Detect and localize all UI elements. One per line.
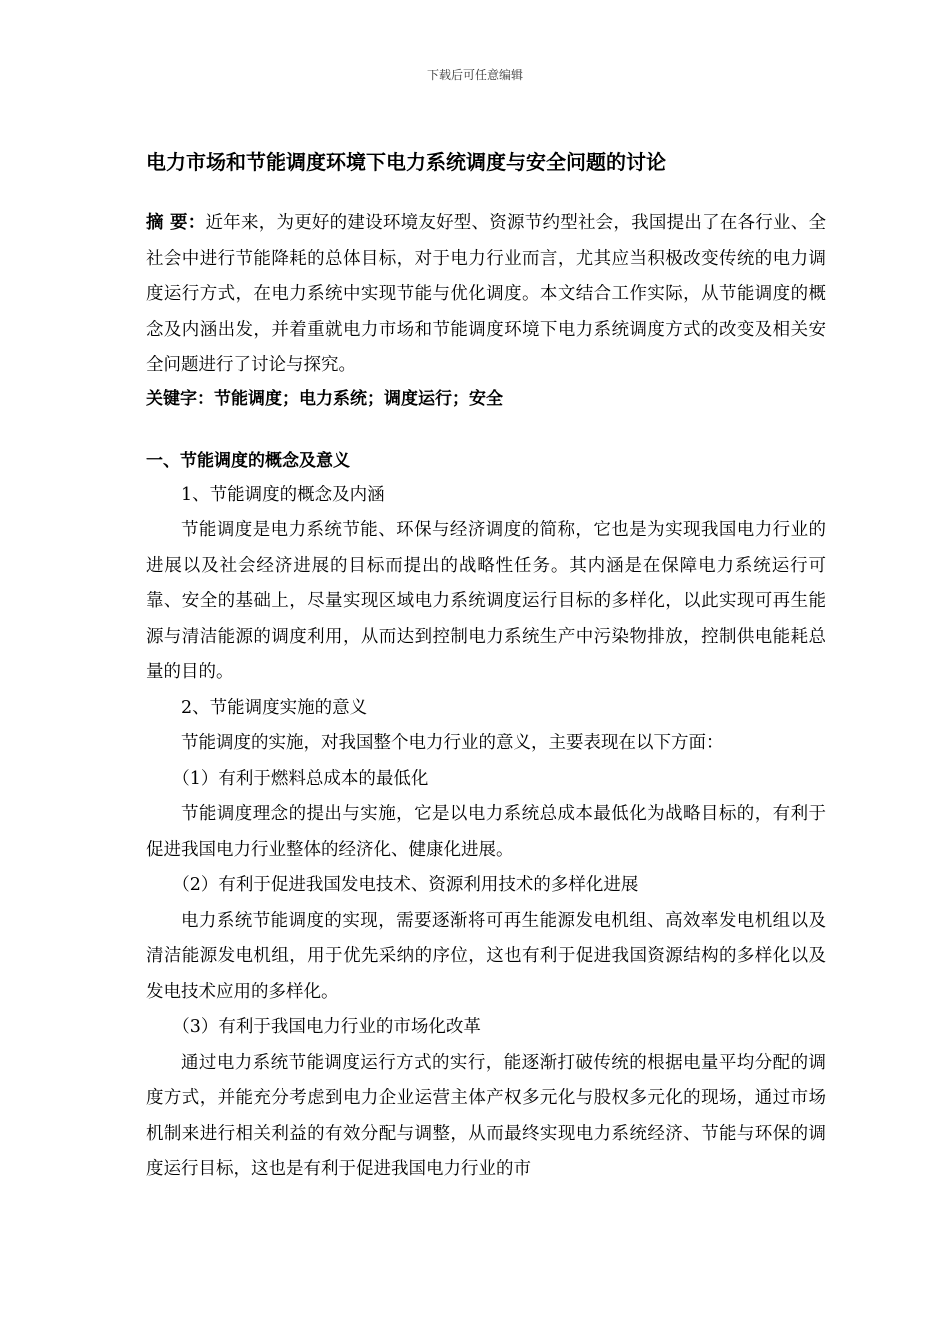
point-heading: （1）有利于燃料总成本的最低化: [172, 768, 429, 789]
body-paragraph: 节能调度理念的提出与实施，它是以电力系统总成本最低化为战略目标的，有利于促进我国电力行业整体的经济化、健康化进展。: [146, 804, 826, 860]
keywords-line: 关键字：节能调度；电力系统；调度运行；安全: [146, 388, 503, 409]
page-header-note: 下载后可任意编辑: [426, 68, 523, 82]
abstract-text: 近年来，为更好的建设环境友好型、资源节约型社会，我国提出了在各行业、全社会中进行节能降耗的总体目标，对于电力行业而言，尤其应当积极改变传统的电力调度运行方式，在电力系统中实现节能与优化调度。本文结合工作实际，从节能调度的概念及内涵出发，并着重就电力市场和节能调度环境下电力系统调度方式的改变及相关安全问题进行了讨论与探究。: [146, 213, 826, 375]
section-heading: 一、节能调度的概念及意义: [146, 450, 350, 471]
document-body: [146, 144, 826, 1188]
body-paragraph: 电力系统节能调度的实现，需要逐渐将可再生能源发电机组、高效率发电机组以及清洁能源发电机组，用于优先采纳的序位，这也有利于促进我国资源结构的多样化以及发电技术应用的多样化。: [146, 910, 826, 1002]
body-paragraph: 通过电力系统节能调度运行方式的实行，能逐渐打破传统的根据电量平均分配的调度方式，并能充分考虑到电力企业运营主体产权多元化与股权多元化的现场，通过市场机制来进行相关利益的有效分配与调整，从而最终实现电力系统经济、节能与环保的调度运行目标，这也是有利于促进我国电力行业的市: [146, 1052, 826, 1179]
body-paragraph: 节能调度是电力系统节能、环保与经济调度的简称，它也是为实现我国电力行业的进展以及社会经济进展的目标而提出的战略性任务。其内涵是在保障电力系统运行可靠、安全的基础上，尽量实现区域电力系统调度运行目标的多样化，以此实现可再生能源与清洁能源的调度利用，从而达到控制电力系统生产中污染物排放，控制供电能耗总量的目的。: [146, 520, 826, 682]
subsection-heading: 2、节能调度实施的意义: [181, 697, 368, 718]
point-heading: （3）有利于我国电力行业的市场化改革: [172, 1017, 481, 1037]
body-paragraph: 节能调度的实施，对我国整个电力行业的意义，主要表现在以下方面：: [181, 733, 724, 753]
subsection-heading: 1、节能调度的概念及内涵: [181, 484, 385, 505]
abstract-label: 摘 要：: [146, 213, 206, 233]
document-title: 电力市场和节能调度环境下电力系统调度与安全问题的讨论: [146, 150, 666, 174]
abstract-paragraph: [146, 206, 826, 384]
point-heading: （2）有利于促进我国发电技术、资源利用技术的多样化进展: [172, 875, 639, 895]
